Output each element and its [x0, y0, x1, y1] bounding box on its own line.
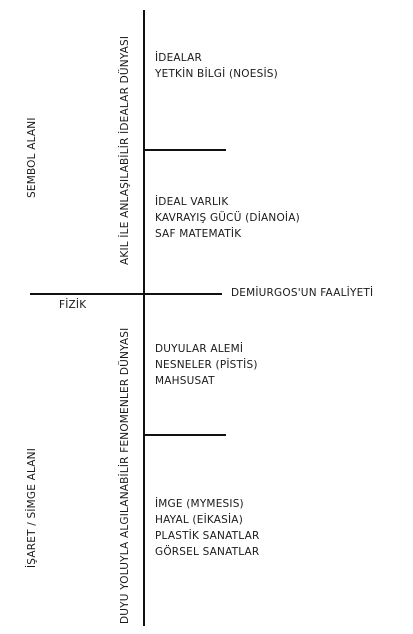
ideas-group-line: YETKİN BİLGİ (NOESİS)	[155, 68, 278, 80]
sensible-world-group	[155, 341, 258, 389]
lower-divider-line	[143, 434, 226, 436]
sensible-world-group-line: NESNELER (PİSTİS)	[155, 359, 258, 371]
images-group-line: PLASTİK SANATLAR	[155, 530, 260, 542]
vertical-axis-line	[143, 10, 145, 626]
symbol-region-label: SEMBOL ALANI	[26, 117, 38, 198]
sensible-world-group-line: DUYULAR ALEMİ	[155, 343, 244, 355]
ideal-being-group-line: İDEAL VARLIK	[155, 196, 229, 208]
images-group-line: İMGE (MYMESIS)	[155, 498, 244, 510]
physics-label: FİZİK	[59, 299, 87, 311]
ideal-being-group-line: KAVRAYIŞ GÜCÜ (DİANOİA)	[155, 212, 300, 224]
ideal-being-group	[155, 194, 300, 242]
center-divider-line	[30, 293, 222, 295]
ideas-world-label: AKIL İLE ANLAŞILABİLİR İDEALAR DÜNYASI	[119, 35, 131, 265]
images-group-line: GÖRSEL SANATLAR	[155, 546, 260, 558]
ideas-group	[155, 50, 278, 82]
upper-divider-line	[143, 149, 226, 151]
phenomena-world-label: DUYU YOLUYLA ALGILANABİLİR FENOMENLER DÜNYASI	[119, 327, 131, 624]
sign-region-label: İŞARET / SİMGE ALANI	[26, 447, 38, 568]
images-group-line: HAYAL (EİKASİA)	[155, 514, 243, 526]
sensible-world-group-line: MAHSUSAT	[155, 375, 215, 387]
ideal-being-group-line: SAF MATEMATİK	[155, 228, 242, 240]
demiurgos-activity-label: DEMİURGOS'UN FAALİYETİ	[231, 287, 374, 299]
ideas-group-line: İDEALAR	[155, 52, 202, 64]
images-group	[155, 496, 259, 560]
